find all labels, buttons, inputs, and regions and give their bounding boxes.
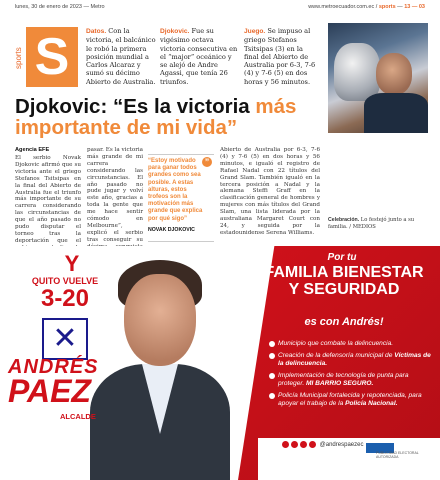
caption-text: Lo festejó junto a su familia. / MEDIOS (328, 217, 415, 230)
pull-quote (148, 154, 214, 242)
brief-tag: Djokovic. (160, 28, 190, 35)
photo-caption (328, 217, 432, 231)
headline-highlight: más (255, 95, 297, 118)
header-page: 13 — 03 (404, 4, 425, 10)
facebook-icon (282, 441, 289, 448)
political-advertisement (0, 246, 440, 480)
pledge-text: Policía Municipal fortalecida y repotenciada, para apoyar el trabajo de la (278, 392, 422, 407)
djokovic-photo (328, 23, 428, 133)
player-shirt-image (364, 93, 428, 133)
brief-text: Con la victoria, el balcánico le robó la primera posición mundial a Carlos Alcaraz y sumó su décimo Abierto de Australia. (86, 27, 156, 86)
header-section: sports (378, 4, 396, 10)
caption-label: Celebración. (328, 217, 360, 223)
pledge-text: Implementación de tecnología de punta para proteger. (278, 372, 409, 387)
bullet-icon (269, 373, 275, 379)
party-list-number: 3-20 (40, 285, 90, 312)
social-handles (282, 441, 363, 448)
instagram-icon (300, 441, 307, 448)
brief-3 (244, 27, 318, 86)
pledge-text: Municipio que combate la delincuencia. (278, 340, 394, 347)
brief-2 (160, 27, 238, 86)
headline-highlight-2: importante de mi vida” (15, 116, 238, 139)
brief-text: Se impuso al griego Stefanos Tsitsipas (3) en la final del Abierto de Australia por 6-3, 7-6 (4) y 7-6 (5) en dos horas y 56 minutos. (244, 27, 316, 86)
candidate-first-name: ANDRÉS (8, 356, 99, 378)
section-side-label: sports (14, 47, 23, 69)
trophy-image (334, 43, 380, 101)
party-logo-icon: Y (64, 251, 80, 276)
ad-fine-print: PUBLICIDAD ELECTORAL AUTORIZADA (376, 451, 419, 459)
bullet-icon (269, 353, 275, 359)
headline-part1: Djokovic: “Es la victoria (15, 95, 256, 118)
article-headline (15, 96, 330, 138)
article-column-1: El serbio Novak Djokovic afirmó que su victoria ante el griego Stefanos Tsitsipas en la final del Abierto de Australia fue el triunfo más importante de su carrera considerando las circunstancias de que el año pasado no pudo disputar el torneo tras la deportación que el (15, 155, 81, 244)
bullet-icon (269, 341, 275, 347)
ad-slogan-sub: es con Andrés! (304, 316, 384, 328)
header-url[interactable]: www.metroecuador.com.ec (308, 4, 375, 10)
twitter-icon (291, 441, 298, 448)
article-column-2: pasar. Es la victoria más grande de mi carrera considerando las circunstancias. El año pasado no pude jugar y volví este año, gracias a toda la gente que me hace sentir cómodo en Melbourne”, explicó el serbio tras conseguir su (87, 147, 143, 243)
pledge-bold: Policía Nacional. (345, 400, 398, 407)
ballot-mark-icon: ✕ (42, 318, 88, 360)
section-letter: S (26, 27, 78, 87)
pledge-item (278, 352, 436, 368)
brief-tag: Juego. (244, 28, 266, 35)
article-byline: Agencia EFE (15, 147, 50, 153)
quote-text: “Estoy motivado para ganar todos grandes como sea posible. A estas alturas, estos trofeos son la motivación más grande que explica por qué sigo” (148, 158, 203, 222)
player-face-image (376, 53, 412, 95)
candidate-role: ALCALDE (60, 412, 96, 421)
party-name: QUITO VUELVE (31, 276, 99, 286)
pledge-text: Creación de la defensoría municipal de (278, 352, 395, 359)
pledge-bold: Víctimas de la delincuencia. (278, 352, 431, 367)
pledge-item (278, 392, 436, 408)
brief-text: Fue su vigésimo octava victoria consecutiva en el “major” oceánico y se alejó de Andre Agassi, que tenía 26 triunfos. (160, 27, 238, 86)
candidate-face (124, 274, 196, 366)
pledge-bold: MI BARRIO SEGURO. (305, 380, 374, 387)
article-column-3: Abierto de Australia por 6-3, 7-6 (4) y 7-6 (5) en dos horas y 56 minutos, e igualó el registro de Rafael Nadal con 22 títulos del Grand Slam. También igualó en la tercera posición a Nadal y la alemana Steffi Graff en la clasificación general de hombres y mujeres con más títulos del Grand Slam, una lista liderada por la australiana Margaret Court con 24, y seguida por la estadounidense Serena Williams. (220, 147, 320, 236)
brief-tag: Datos. (86, 28, 107, 35)
ad-slogan: FAMILIA BIENESTAR Y SEGURIDAD (264, 264, 424, 298)
brief-1 (86, 27, 156, 86)
header-date: lunes, 30 de enero de 2023 — Metro (15, 4, 105, 10)
pledge-item (278, 372, 436, 388)
social-handle[interactable]: @andrespaezec (319, 442, 364, 449)
header-site: www.metroecuador.com.ec / sports — 13 — 03 (308, 4, 425, 10)
quote-author: NOVAK DJOKOVIC (148, 226, 195, 233)
ad-intro: Por tu (327, 252, 357, 263)
page-header (15, 4, 425, 13)
bullet-icon (269, 393, 275, 399)
quote-icon: ” (202, 157, 212, 167)
candidate-last-name: PAEZ (8, 373, 91, 409)
pledge-item (278, 340, 436, 348)
tiktok-icon (309, 441, 316, 448)
